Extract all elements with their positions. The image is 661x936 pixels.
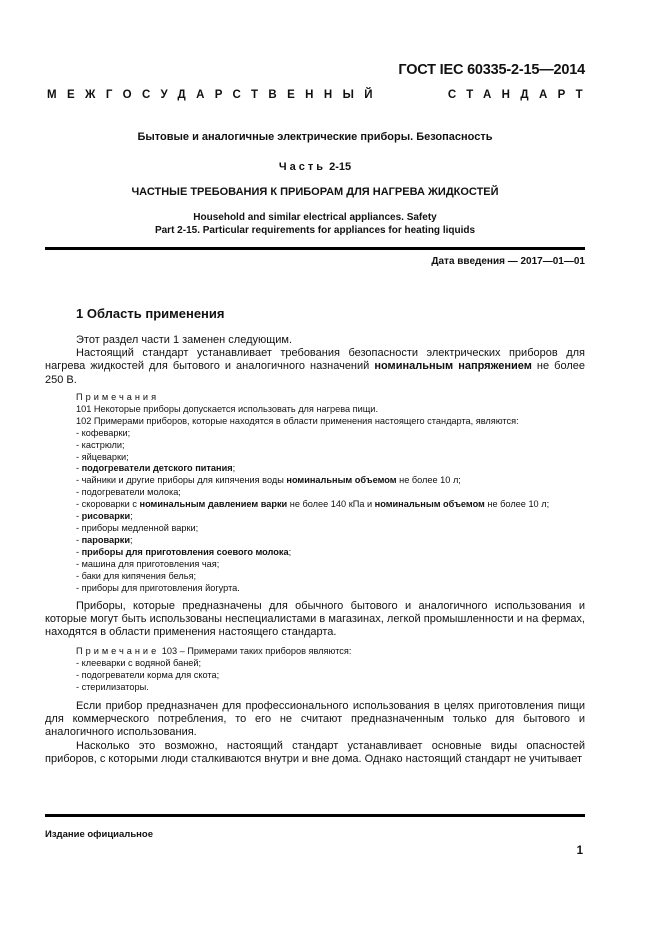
interstate-standard-label (47, 89, 593, 101)
note-103-block (76, 646, 586, 694)
list-item: - приборы медленной варки; (76, 522, 199, 533)
list-item: - скороварки с номинальным давлением варки не более 140 кПа и номинальным объемом не более 10 л; (76, 499, 550, 510)
page-number: 1 (576, 845, 583, 857)
paragraph: Насколько это возможно, настоящий стандарт устанавливает основные виды опасностей приборов, с которыми люди сталкиваются внутри и вне дома. Однако настоящий стандарт не учитывает (45, 739, 585, 765)
intro-paragraphs (45, 334, 585, 387)
note-101: 101 Некоторые приборы допускается использовать для нагрева пищи. (76, 403, 378, 414)
list-item: - подогреватели молока; (76, 487, 181, 498)
list-item: - стерилизаторы. (76, 681, 149, 692)
paragraph: Если прибор предназначен для профессионального использования в целях приготовления пищи для коммерческого потребления, то его не считают предназначенным только для бытового и аналогичного использования. (45, 700, 585, 739)
list-item: - подогреватели детского питания; (76, 463, 236, 474)
paragraph: Настоящий стандарт устанавливает требования безопасности электрических приборов для нагрева жидкостей для бытового и аналогичного назначений номинальным напряжением не более 250 В. (45, 347, 585, 386)
list-item: - баки для кипячения белья; (76, 570, 197, 581)
part-word: Часть (278, 161, 327, 173)
notes-block (76, 392, 586, 594)
paragraph-scope: Приборы, которые предназначены для обычного бытового и аналогичного использования и которые могут быть использованы неспециалистами в магазинах, легкой промышленности и на фермах, находятся в области применения настоящего стандарта. (45, 600, 585, 639)
title-russian-general: Бытовые и аналогичные электрические приборы. Безопасность (137, 131, 493, 143)
section-heading: 1 Область применения (76, 306, 225, 321)
list-item: - пароварки; (76, 534, 133, 545)
interstate-word: МЕЖГОСУДАРСТВЕННЫЙ (47, 89, 383, 101)
list-item: - приборы для приготовления соевого молока; (76, 546, 292, 557)
list-item: - приборы для приготовления йогурта. (76, 582, 240, 593)
list-item: - чайники и другие приборы для кипячения воды номинальным объемом не более 10 л; (76, 475, 461, 486)
introduction-date: Дата введения — 2017—01—01 (431, 256, 585, 267)
part-label (45, 161, 585, 173)
title-english (45, 212, 585, 237)
title-english-line2: Part 2-15. Particular requirements for appliances for heating liquids (154, 224, 476, 236)
list-item: - машина для приготовления чая; (76, 558, 220, 569)
title-english-line1: Household and similar electrical appliances. Safety (193, 212, 437, 223)
notes-label: Примечания (76, 392, 160, 402)
bottom-divider (45, 814, 585, 817)
note-102: 102 Примерами приборов, которые находятся в области применения настоящего стандарта, являются: (76, 415, 519, 426)
standard-id: ГОСТ IEC 60335-2-15—2014 (398, 62, 585, 78)
title-main: ЧАСТНЫЕ ТРЕБОВАНИЯ К ПРИБОРАМ ДЛЯ НАГРЕВА ЖИДКОСТЕЙ (131, 186, 499, 198)
standard-word: СТАНДАРТ (447, 89, 593, 101)
list-item: - кастрюли; (76, 439, 125, 450)
note-103: Примечание 103 – Примерами таких приборов являются: (76, 646, 352, 656)
list-item: - яйцеварки; (76, 451, 129, 462)
closing-paragraphs (45, 700, 585, 766)
list-item: - кофеварки; (76, 427, 131, 438)
list-item: - подогреватели корма для скота; (76, 669, 220, 680)
list-item: - рисоварки; (76, 511, 133, 522)
top-divider (45, 247, 585, 250)
list-item: - клееварки с водяной баней; (76, 657, 202, 668)
part-number: 2-15 (329, 161, 352, 173)
paragraph: Этот раздел части 1 заменен следующим. (76, 334, 293, 346)
official-edition-label: Издание официальное (45, 829, 153, 840)
